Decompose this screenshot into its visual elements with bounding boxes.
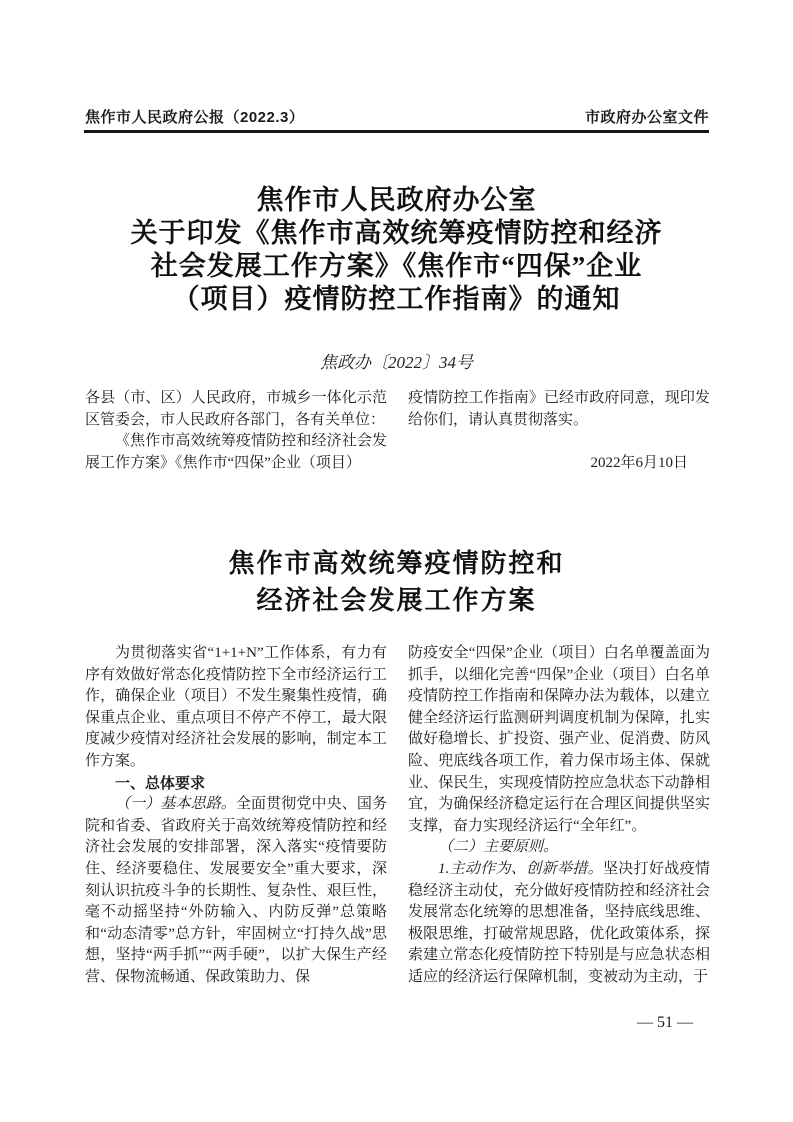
notice-paragraph: 疫情防控工作指南》已经市政府同意，现印发给你们，请认真贯彻落实。 xyxy=(408,390,710,428)
plan-subsection-lead: （一）基本思路。 xyxy=(115,796,236,813)
plan-body xyxy=(85,643,710,995)
plan-subsection-heading: （二）主要原则。 xyxy=(438,839,559,856)
gazette-name: 焦作市人民政府公报（2022.3） xyxy=(85,109,305,126)
notice-date: 2022年6月10日 xyxy=(590,455,688,472)
plan-title-line: 焦作市高效统筹疫情防控和 xyxy=(228,549,565,578)
plan-section-heading: 一、总体要求 xyxy=(115,774,206,792)
plan-numbered-item-lead: 1.主动作为、创新举措。 xyxy=(438,860,603,877)
notice-title-line: 焦作市人民政府办公室 xyxy=(256,185,537,215)
plan-body-right-column xyxy=(408,643,710,995)
document-number: 焦政办〔2022〕34号 xyxy=(320,353,473,372)
plan-paragraph xyxy=(85,794,387,988)
notice-salutation: 各县（市、区）人民政府，市城乡一体化示范区管委会，市人民政府各部门，各有关单位： xyxy=(85,390,387,428)
notice-body xyxy=(85,388,710,498)
plan-paragraph-text: 坚决打好战疫情稳经济主动仗，充分做好疫情防控和经济社会发展常态化统筹的思想准备，坚持底线思维、极限思维，打破常规思路，优化政策体系，探索建立常态化疫情防控下特别是与应急状态相适应的经济运行保障机制，变被动为主动，于 xyxy=(408,860,710,985)
plan-paragraph xyxy=(408,859,710,989)
notice-title-line: （项目）疫情防控工作指南》的通知 xyxy=(172,284,621,314)
plan-paragraph: 为贯彻落实省“1+1+N”工作体系，有力有序有效做好常态化疫情防控下全市经济运行工作，确保企业（项目）不发生聚集性疫情，确保重点企业、重点项目不停产不停工，最大限度减少疫情对经济社会发展的影响，制定本工作方案。 xyxy=(85,645,387,769)
plan-paragraph: 防疫安全“四保”企业（项目）白名单覆盖面为抓手，以细化完善“四保”企业（项目）白名单疫情防控工作指南和保障办法为载体，以建立健全经济运行监测研判调度机制为保障，扎实做好稳增长、扩投资、强产业、促消费、防风险、兜底线各项工作，着力保市场主体、保就业、保民生，实现疫情防控应急状态下动静相宜，为确保经济稳定运行在合理区间提供坚实支撑，奋力实现经济运行“全年红”。 xyxy=(408,645,710,834)
notice-title-line: 关于印发《焦作市高效统筹疫情防控和经济 xyxy=(130,218,663,248)
notice-body-left-column xyxy=(85,388,387,498)
document-category: 市政府办公室文件 xyxy=(584,109,709,126)
plan-body-left-column xyxy=(85,643,387,995)
plan-title-line: 经济社会发展工作方案 xyxy=(256,586,537,615)
page-header xyxy=(85,106,709,127)
page-number: — 51 — xyxy=(637,1014,693,1031)
plan-paragraph-text: 全面贯彻党中央、国务院和省委、省政府关于高效统筹疫情防控和经济社会发展的安排部署，深入落实“疫情要防住、经济要稳住、发展要安全”重大要求，深刻认识抗疫斗争的长期性、复杂性、艰巨性，毫不动摇坚持“外防输入、内防反弹”总策略和“动态清零”总方针，牢固树立“打持久战”思想，坚持“两手抓”“两手硬”，以扩大保生产经营、保物流畅通、保政策助力、保 xyxy=(85,796,387,985)
notice-paragraph: 《焦作市高效统筹疫情防控和经济社会发展工作方案》《焦作市“四保”企业（项目） xyxy=(85,433,387,471)
plan-title xyxy=(84,545,709,619)
notice-body-right-column xyxy=(408,388,710,498)
notice-title-line: 社会发展工作方案》《焦作市“四保”企业 xyxy=(150,251,643,281)
header-rule xyxy=(84,130,709,133)
notice-title xyxy=(84,184,709,316)
